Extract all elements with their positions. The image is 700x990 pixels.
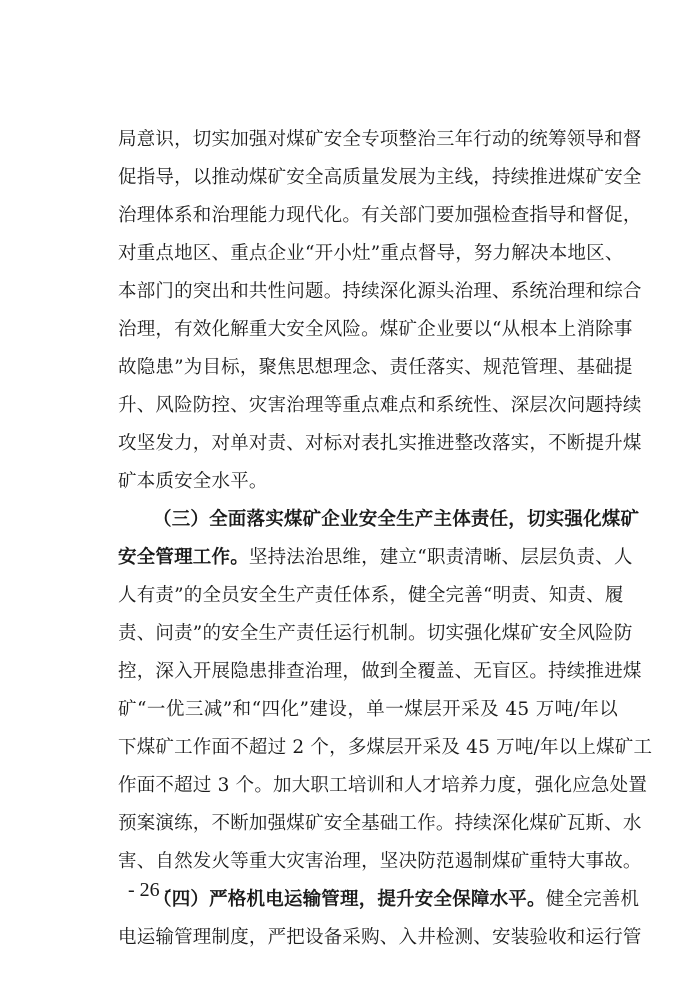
body-text-line: 害、自然发火等重大灾害治理，坚决防范遏制煤矿重特大事故。 — [118, 851, 642, 872]
body-text-line: 矿本质安全水平。 — [118, 471, 268, 492]
body-text-line: 电运输管理制度，严把设备采购、入井检测、安装验收和运行管 — [118, 927, 642, 948]
body-text-line: 局意识，切实加强对煤矿安全专项整治三年行动的统筹领导和督 — [118, 129, 642, 150]
body-text-line: 矿“一优三减”和“四化”建设，单一煤层开采及 45 万吨/年以 — [118, 699, 618, 720]
body-text-span: 坚持法治思维，建立“职责清晰、层层负责、人 — [248, 547, 633, 568]
body-text-line: 治理体系和治理能力现代化。有关部门要加强检查指导和督促， — [118, 205, 642, 226]
section-heading: （四）严格机电运输管理，提升安全保障水平。 — [153, 889, 546, 910]
body-text-line: 治理，有效化解重大安全风险。煤矿企业要以“从根本上消除事 — [118, 319, 633, 340]
body-text-line: 控，深入开展隐患排查治理，做到全覆盖、无盲区。持续推进煤 — [118, 661, 642, 682]
section-heading-line — [153, 885, 640, 915]
body-text-span: 健全完善机 — [545, 889, 640, 910]
body-text-line: 升、风险防控、灾害治理等重点难点和系统性、深层次问题持续 — [118, 395, 642, 416]
page-number: - 26 - — [128, 879, 172, 901]
body-text-line: 作面不超过 3 个。加大职工培训和人才培养力度，强化应急处置 — [118, 775, 648, 796]
body-text-line: 故隐患”为目标，聚焦思想理念、责任落实、规范管理、基础提 — [118, 357, 633, 378]
body-text-line: 攻坚发力，对单对责、对标对表扎实推进整改落实，不断提升煤 — [118, 433, 642, 454]
body-text-line: 人有责”的全员安全生产责任体系，健全完善“明责、知责、履 — [118, 585, 624, 606]
section-heading: （三）全面落实煤矿企业安全生产主体责任，切实强化煤矿 — [153, 509, 640, 530]
section-heading-continued: 安全管理工作。 — [118, 547, 249, 568]
body-text-line: 本部门的突出和共性问题。持续深化源头治理、系统治理和综合 — [118, 281, 642, 302]
body-text-line: 预案演练，不断加强煤矿安全基础工作。持续深化煤矿瓦斯、水 — [118, 813, 642, 834]
body-text-line: 责、问责”的安全生产责任运行机制。切实强化煤矿安全风险防 — [118, 623, 633, 644]
body-text-line — [118, 543, 633, 573]
body-text-line: 对重点地区、重点企业“开小灶”重点督导，努力解决本地区、 — [118, 243, 624, 264]
body-text-line: 促指导，以推动煤矿安全高质量发展为主线，持续推进煤矿安全 — [118, 167, 642, 188]
body-text-line: 下煤矿工作面不超过 2 个，多煤层开采及 45 万吨/年以上煤矿工 — [118, 737, 653, 758]
